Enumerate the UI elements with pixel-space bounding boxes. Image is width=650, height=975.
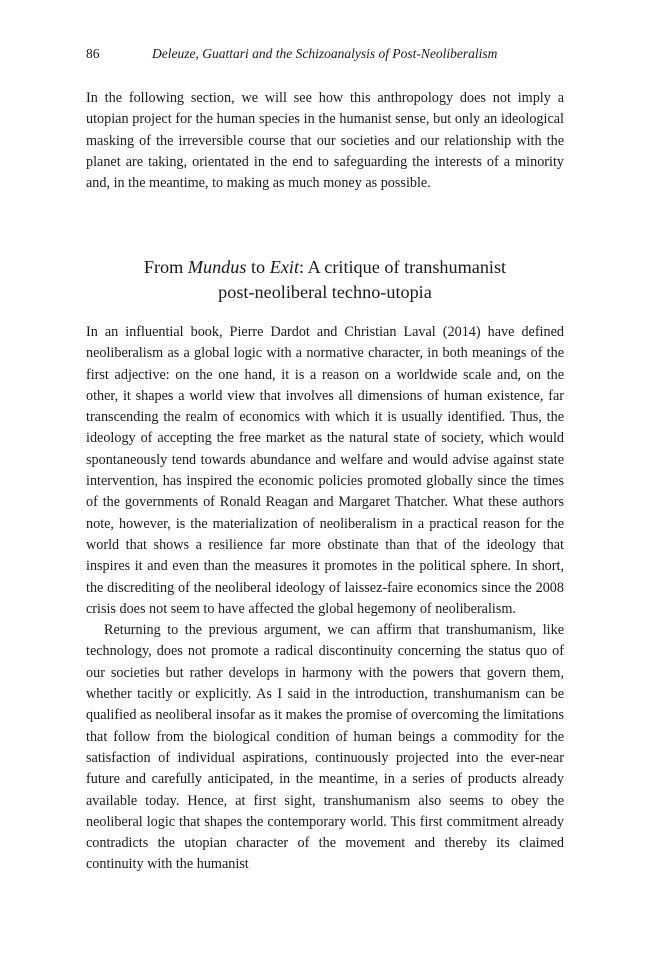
page-number: 86 xyxy=(86,46,100,61)
body-paragraph-2: Returning to the previous argument, we can affirm that transhumanism, like technology, does not promote a radical discontinuity concerning the status quo of our societies but rather develops in harmony with the powers that govern them, whether tacitly or explicitly. As I said in the introduction, transhumanism can be qualified as neoliberal insofar as it makes the promise of overcoming the limitations that follow from the biological condition of human beings a commodity for the satisfaction of individual aspirations, continuously projected into the ever-near future and carefully anticipated, in the meantime, in a series of products already available today. Hence, at first sight, transhumanism also seems to obey the neoliberal logic that shapes the contemporary world. This first commitment already contradicts the utopian character of the movement and thereby its claimed continuity with the humanist xyxy=(86,622,564,873)
body-paragraph-1: In an influential book, Pierre Dardot and Christian Laval (2014) have defined neoliberalism as a global logic with a normative character, in both meanings of the first adjective: on the one hand, it is a reason on a worldwide scale and, on the other, it shapes a world view that involves all dimensions of human existence, far transcending the realm of economics with which it is usually identified. Thus, the ideology of accepting the free market as the natural state of society, which would spontaneously tend towards abundance and welfare and would advise against state intervention, has inspired the economic policies promoted globally since the times of the governments of Ronald Reagan and Margaret Thatcher. What these authors note, however, is the materialization of neoliberalism in a practical reason for the world that shows a resilience far more obstinate than that of the ideology that inspires it and even than the measures it promotes in the political sphere. In short, the discrediting of the neoliberal ideology of laissez-faire economics since the 2008 crisis does not seem to have affected the global hegemony of neoliberalism. xyxy=(86,324,564,617)
running-title: Deleuze, Guattari and the Schizoanalysis of Post-Neoliberalism xyxy=(152,46,498,61)
section-heading-line-1 xyxy=(86,255,564,280)
section-heading-line-2: post-neoliberal techno-utopia xyxy=(218,282,432,302)
running-header xyxy=(86,44,564,64)
heading-italic-mundus: Mundus xyxy=(187,257,247,277)
intro-text-block xyxy=(86,88,564,194)
heading-text-1: From xyxy=(143,257,188,277)
heading-text-3: : A critique of transhumanist xyxy=(299,257,507,277)
main-text-block xyxy=(86,322,564,876)
heading-text-2: to xyxy=(246,257,270,277)
section-heading xyxy=(86,255,564,305)
intro-paragraph: In the following section, we will see how this anthropology does not imply a utopian project for the human species in the humanist sense, but only an ideological masking of the irreversible course that our societies and our relationship with the planet are taking, orientated in the end to safeguarding the interests of a minority and, in the meantime, to making as much money as possible. xyxy=(86,90,564,192)
heading-italic-exit: Exit xyxy=(269,257,299,277)
